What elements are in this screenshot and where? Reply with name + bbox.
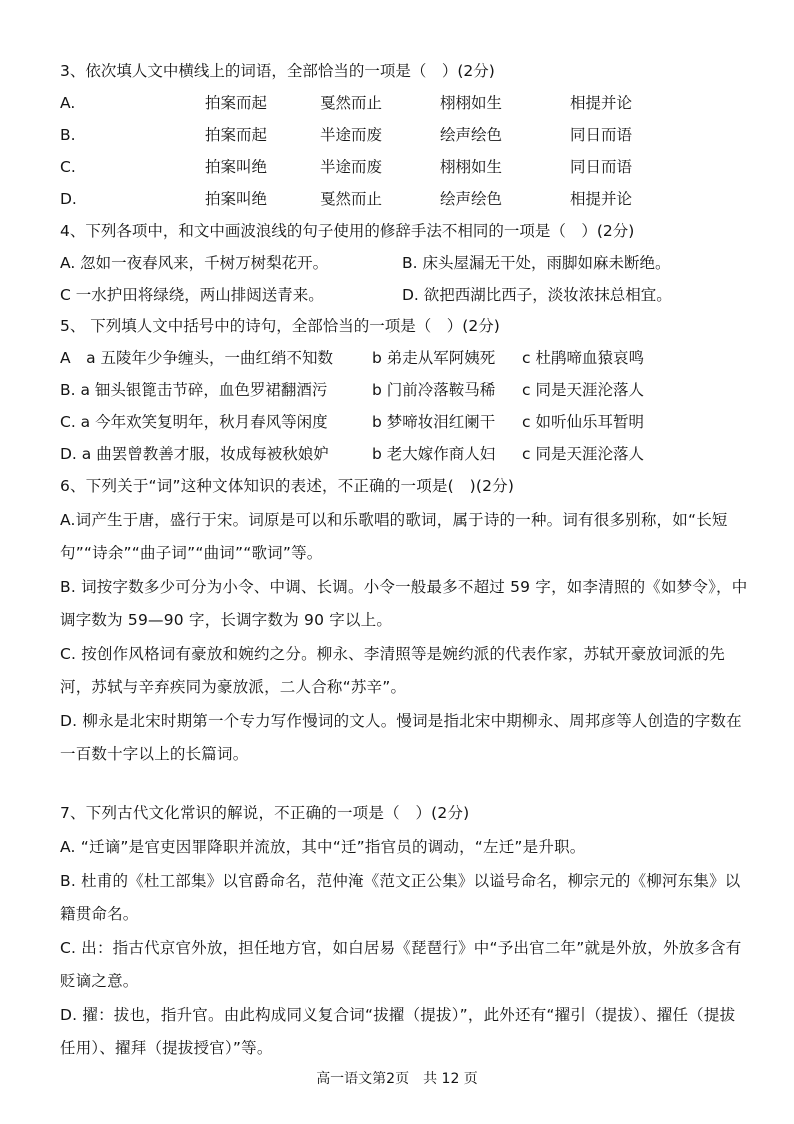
question-7-option-a: A. “迁谪”是官吏因罪降职并流放，其中“迁”指官员的调动，“左迁”是升职。: [60, 838, 586, 856]
question-6-stem: 6、下列关于“词”这种文体知识的表述，不正确的一项是( )(2分): [60, 477, 515, 495]
option-part-a: C. a 今年欢笑复明年，秋月春风等闲度: [60, 413, 328, 431]
option-part-b: b 弟走从军阿姨死: [372, 349, 496, 367]
option-part-b: b 梦啼妆泪红阑干: [372, 413, 496, 431]
question-3: [60, 55, 744, 215]
question-6-option-d: D. 柳永是北宋时期第一个专力写作慢词的文人。慢词是指北宋中期柳永、周邦彦等人创造的字数在一百数十字以上的长篇词。: [60, 712, 742, 763]
question-7-option-d: D. 擢：拔也，指升官。由此构成同义复合词“拔擢（提拔）”，此外还有“擢引（提拔）、擢任（提拔任用）、擢拜（提拔授官）”等。: [60, 1006, 736, 1057]
question-4-option-d: D. 欲把西湖比西子，淡妆浓抹总相宜。: [402, 286, 672, 304]
question-6-option-c: C. 按创作风格词有豪放和婉约之分。柳永、李清照等是婉约派的代表作家，苏轼开豪放词派的先河，苏轼与辛弃疾同为豪放派，二人合称“苏辛”。: [60, 645, 725, 696]
option-label: C.: [60, 158, 76, 176]
option-label: A.: [60, 94, 76, 112]
question-7-option-b: B. 杜甫的《杜工部集》以官爵命名，范仲淹《范文正公集》以谥号命名，柳宗元的《柳河东集》以籍贯命名。: [60, 872, 741, 923]
question-4: [60, 215, 744, 311]
option-part-c: c 如听仙乐耳暂明: [522, 413, 644, 431]
option-word: 栩栩如生: [440, 158, 503, 176]
option-word: 栩栩如生: [440, 94, 503, 112]
option-word: 相提并论: [570, 190, 633, 208]
option-word: 绘声绘色: [440, 190, 503, 208]
question-4-options-ab: [60, 247, 744, 279]
option-word: 同日而语: [570, 158, 633, 176]
option-word: 半途而废: [320, 126, 383, 144]
option-word: 拍案叫绝: [205, 158, 268, 176]
question-3-stem: 3、依次填人文中横线上的词语，全部恰当的一项是（ ）(2分): [60, 62, 495, 80]
question-4-option-c: C 一水护田将绿绕，两山排闼送青来。: [60, 286, 324, 304]
question-5-option-a: [60, 342, 744, 374]
question-4-option-b: B. 床头屋漏无干处，雨脚如麻未断绝。: [402, 254, 671, 272]
option-word: 拍案叫绝: [205, 190, 268, 208]
question-6: [60, 470, 750, 772]
question-3-option-a: [60, 87, 744, 119]
option-word: 相提并论: [570, 94, 633, 112]
question-5-option-d: [60, 438, 744, 470]
option-word: 拍案而起: [205, 126, 268, 144]
option-part-c: c 杜鹃啼血猿哀鸣: [522, 349, 644, 367]
option-part-a: B. a 钿头银篦击节碎，血色罗裙翻酒污: [60, 381, 328, 399]
question-3-option-d: [60, 183, 744, 215]
option-part-c: c 同是天涯沦落人: [522, 445, 644, 463]
option-part-a: A a 五陵年少争缠头，一曲红绡不知数: [60, 349, 334, 367]
option-word: 同日而语: [570, 126, 633, 144]
question-4-options-cd: [60, 279, 744, 311]
question-6-option-a: A.词产生于唐，盛行于宋。词原是可以和乐歌唱的歌词，属于诗的一种。词有很多别称，如“长短句”“诗余”“曲子词”“曲词”“歌词”等。: [60, 511, 728, 562]
question-6-option-b: B. 词按字数多少可分为小令、中调、长调。小令一般最多不超过 59 字，如李清照的《如梦令》，中调字数为 59—90 字，长调字数为 90 字以上。: [60, 578, 748, 629]
option-part-c: c 同是天涯沦落人: [522, 381, 644, 399]
question-7-stem: 7、下列古代文化常识的解说，不正确的一项是（ ）(2分): [60, 804, 470, 822]
option-part-b: b 门前冷落鞍马稀: [372, 381, 496, 399]
question-3-option-b: [60, 119, 744, 151]
question-4-stem: 4、下列各项中，和文中画波浪线的句子使用的修辞手法不相同的一项是（ ）(2分): [60, 222, 635, 240]
option-word: 半途而废: [320, 158, 383, 176]
option-word: 戛然而止: [320, 190, 383, 208]
option-word: 戛然而止: [320, 94, 383, 112]
question-3-option-c: [60, 151, 744, 183]
question-7: [60, 797, 750, 1066]
question-7-option-c: C. 出：指古代京官外放，担任地方官，如白居易《琵琶行》中“予出官二年”就是外放，外放多含有贬谪之意。: [60, 939, 742, 990]
option-word: 绘声绘色: [440, 126, 503, 144]
option-word: 拍案而起: [205, 94, 268, 112]
question-5-stem: 5、 下列填人文中括号中的诗句，全部恰当的一项是（ ）(2分): [60, 317, 500, 335]
question-5-option-b: [60, 374, 744, 406]
question-4-option-a: A. 忽如一夜春风来，千树万树梨花开。: [60, 254, 329, 272]
option-part-b: b 老大嫁作商人妇: [372, 445, 496, 463]
question-5: [60, 310, 744, 470]
question-5-option-c: [60, 406, 744, 438]
option-part-a: D. a 曲罢曾教善才服，妆成每被秋娘妒: [60, 445, 329, 463]
option-label: B.: [60, 126, 76, 144]
page-footer: 高一语文第2页 共 12 页: [316, 1071, 478, 1087]
option-label: D.: [60, 190, 77, 208]
